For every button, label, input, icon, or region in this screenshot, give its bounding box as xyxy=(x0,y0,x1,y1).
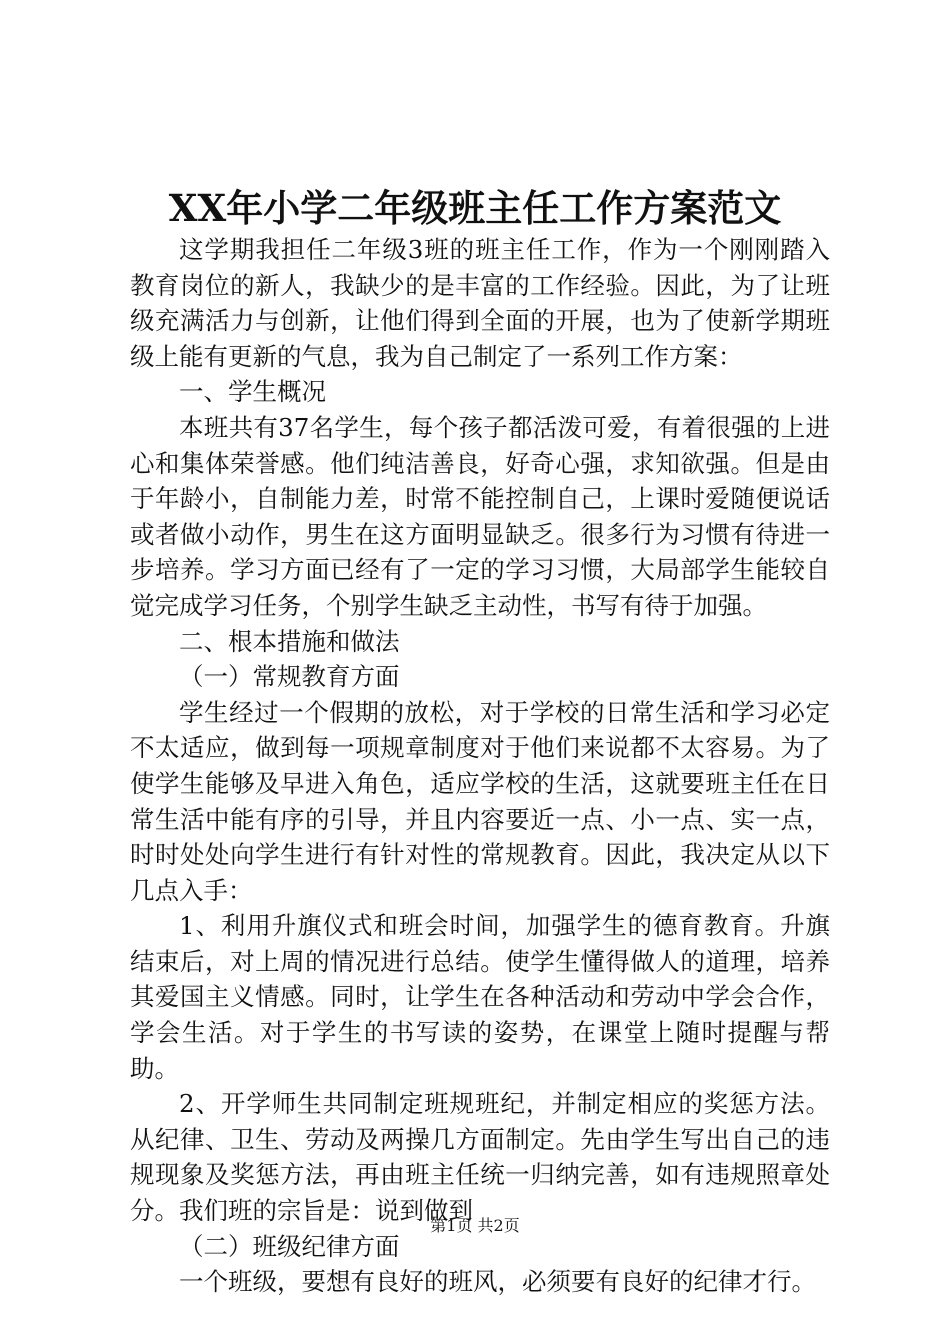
class-discipline-paragraph: 一个班级，要想有良好的班风，必须要有良好的纪律才行。 xyxy=(179,1267,816,1297)
subsection-heading-routine-education: （一）常规教育方面 xyxy=(179,662,400,692)
routine-education-paragraph: 学生经过一个假期的放松，对于学校的日常生活和学习必定不太适应，做到每一项规章制度对于他们来说都不太容易。为了使学生能够及早进入角色，适应学校的生活，这就要班主任在日常生活中能有序的引导，并且内容要近一点、小一点、实一点，时时处处向学生进行有针对性的常规教育。因此，我决定从以下几点入手： xyxy=(130,697,830,905)
document-title: XX年小学二年级班主任工作方案范文 xyxy=(168,186,782,230)
subsection-heading-class-discipline: （二）班级纪律方面 xyxy=(179,1231,400,1261)
measure-item-1: 1、利用升旗仪式和班会时间，加强学生的德育教育。升旗结束后，对上周的情况进行总结。使学生懂得做人的道理，培养其爱国主义情感。同时，让学生在各种活动和劳动中学会合作，学会生活。对于学生的书写读的姿势，在课堂上随时提醒与帮助。 xyxy=(130,911,830,1083)
page-number-footer: 第1页 共2页 xyxy=(430,1216,520,1235)
measure-item-2: 2、开学师生共同制定班规班纪，并制定相应的奖惩方法。从纪律、卫生、劳动及两操几方面制定。先由学生写出自己的违规现象及奖惩方法，再由班主任统一归纳完善，如有违规照章处分。我们班的宗旨是：说到做到 xyxy=(130,1089,830,1226)
section-heading-measures: 二、根本措施和做法 xyxy=(179,626,400,656)
student-overview-paragraph: 本班共有37名学生，每个孩子都活泼可爱，有着很强的上进心和集体荣誉感。他们纯洁善良，好奇心强，求知欲强。但是由于年龄小，自制能力差，时常不能控制自己，上课时爱随便说话或者做小动作，男生在这方面明显缺乏。很多行为习惯有待进一步培养。学习方面已经有了一定的学习习惯，大局部学生能较自觉完成学习任务，个别学生缺乏主动性，书写有待于加强。 xyxy=(130,412,830,620)
intro-paragraph: 这学期我担任二年级3班的班主任工作，作为一个刚刚踏入教育岗位的新人，我缺少的是丰富的工作经验。因此，为了让班级充满活力与创新，让他们得到全面的开展，也为了使新学期班级上能有更新的气息，我为自己制定了一系列工作方案： xyxy=(130,235,830,371)
document-body xyxy=(130,232,830,1300)
section-heading-student-overview: 一、学生概况 xyxy=(179,377,326,407)
